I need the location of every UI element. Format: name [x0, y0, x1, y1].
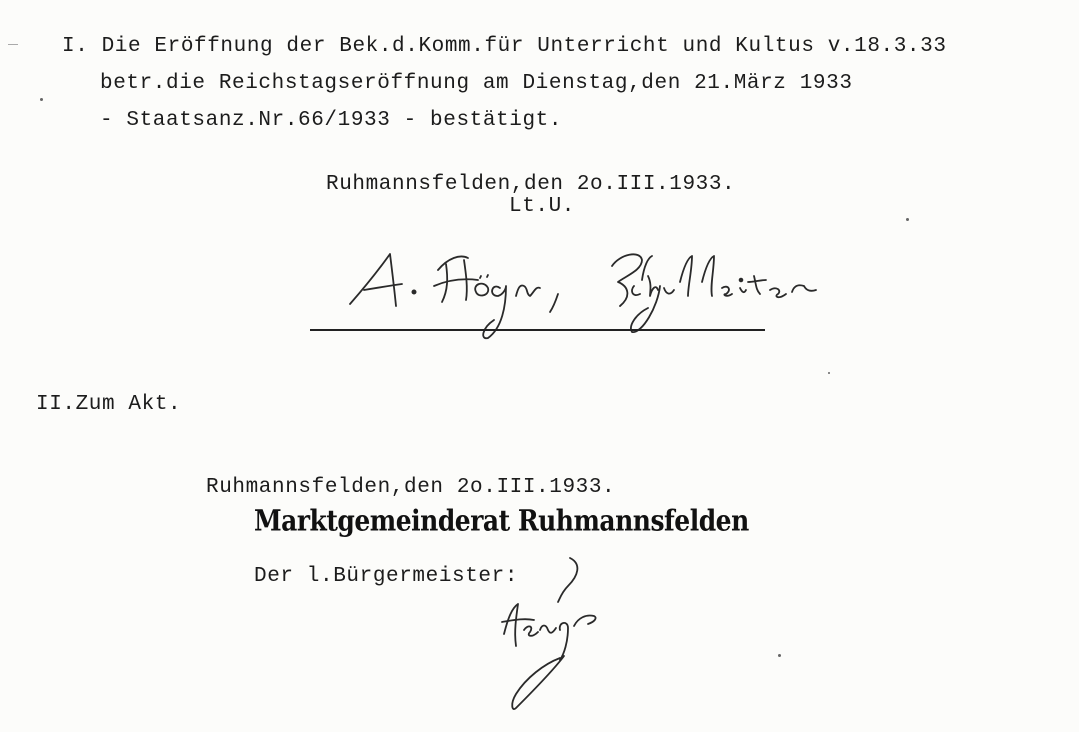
section-one-line-1: I. Die Eröffnung der Bek.d.Komm.für Unterricht und Kultus v.18.3.33	[62, 35, 947, 58]
second-place-date: Ruhmannsfelden,den 2o.III.1933.	[206, 476, 616, 499]
paper-speck	[906, 218, 909, 221]
mayor-title: Der l.Bürgermeister:	[254, 565, 519, 588]
section-one-line-3: - Staatsanz.Nr.66/1933 - bestätigt.	[100, 109, 563, 132]
section-two-label: II.Zum Akt.	[36, 393, 182, 416]
first-abbrev: Lt.U.	[509, 195, 576, 218]
council-stamp: Marktgemeinderat Ruhmannsfelden	[254, 504, 749, 538]
paper-speck	[8, 44, 18, 45]
section-one-line-2: betr.die Reichstagseröffnung am Dienstag,den 21.März 1933	[100, 72, 853, 95]
first-place-date: Ruhmannsfelden,den 2o.III.1933.	[326, 173, 736, 196]
paper-speck	[778, 654, 781, 657]
signature-underline	[310, 329, 765, 331]
mayor-signature	[490, 556, 620, 716]
paper-speck	[40, 98, 43, 101]
paper-speck	[828, 372, 830, 374]
